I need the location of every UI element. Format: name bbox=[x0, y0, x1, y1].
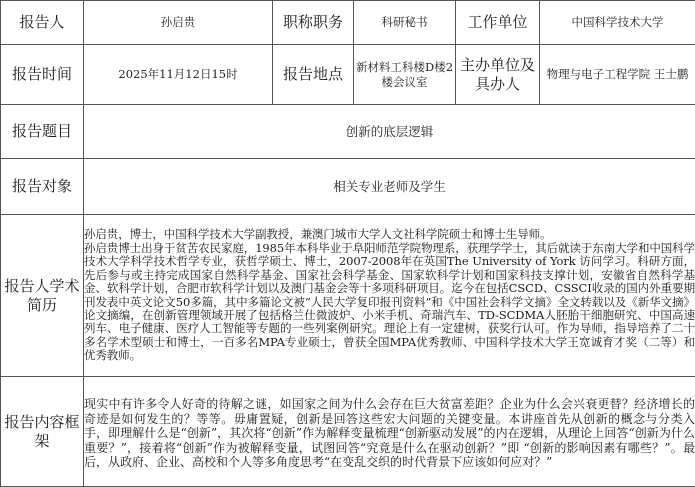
time-value: 2025年11月12日15时 bbox=[84, 45, 273, 105]
row-bio bbox=[1, 215, 695, 377]
bio-label: 报告人学术简历 bbox=[1, 215, 84, 377]
topic-label: 报告题目 bbox=[1, 105, 84, 159]
topic-value: 创新的底层逻辑 bbox=[84, 105, 695, 159]
title-value: 科研秘书 bbox=[354, 1, 456, 45]
row-audience bbox=[1, 159, 695, 215]
bio-paragraph-2: 孙启贵博士出身于贫苦农民家庭，1985年本科毕业于阜阳师范学院物理系，获理学学士，其后就读于东南大学和中国科学技术大学科学技术哲学专业，获哲学硕士、博士，2007-2008年在英国The University of York 访问学习。科研方面，先后参与或主持完成国家自然科学基金、国家社会科学基金、国家软科学计划和国家科技支撑计划，安徽省自然科学基金、软科学计划，合肥市软科学计划以及澳门基金会等十多项科研项目。迄今在包括CSCD、CSSCI收录的国内外重要期刊发表中英文论文50多篇，其中多篇论文被“人民大学复印报刊资料”和《中国社会科学文摘》全文转载以及《新华文摘》论文摘编，在创新管理领域开展了包括格兰仕微波炉、小米手机、奇瑞汽车、TD-SCDMA人胚胎干细胞研究、中国高速列车、电子健康、医疗人工智能等专题的一些列案例研究。理论上有一定建树，获奖行认可。作为导师，指导培养了二十多名学术型硕士和博士，一百多名MPA专业硕士，曾获全国MPA优秀教师、中国科学技术大学王宽诚育才奖（二等）和优秀教师。 bbox=[84, 242, 695, 363]
bio-text bbox=[84, 228, 695, 362]
time-label: 报告时间 bbox=[1, 45, 84, 105]
row-topic bbox=[1, 105, 695, 159]
host-label: 主办单位及具办人 bbox=[456, 45, 540, 105]
audience-label: 报告对象 bbox=[1, 159, 84, 215]
audience-value: 相关专业老师及学生 bbox=[84, 159, 695, 215]
reporter-label: 报告人 bbox=[1, 1, 84, 45]
content-label: 报告内容框架 bbox=[1, 377, 84, 487]
reporter-value: 孙启贵 bbox=[84, 1, 273, 45]
content-cell bbox=[84, 377, 695, 487]
row-reporter bbox=[1, 1, 695, 45]
row-content bbox=[1, 377, 695, 487]
bio-paragraph-1: 孙启贵，博士，中国科学技术大学副教授，兼澳门城市大学人文社科学院硕士和博士生导师。 bbox=[84, 228, 695, 241]
unit-value: 中国科学技术大学 bbox=[540, 1, 695, 45]
title-label: 职称职务 bbox=[273, 1, 354, 45]
unit-label: 工作单位 bbox=[456, 1, 540, 45]
host-value: 物理与电子工程学院 王士鹏 bbox=[540, 45, 695, 105]
place-label: 报告地点 bbox=[273, 45, 354, 105]
bio-cell bbox=[84, 215, 695, 377]
content-text: 现实中有许多令人好奇的待解之谜，如国家之间为什么会存在巨大贫富差距？企业为什么会兴衰更替？经济增长的奇迹是如何发生的？等等。毋庸置疑，创新是回答这些宏大问题的关键变量。本讲座首先从创新的概念与分类入手，即理解什么是“创新”，其次将“创新”作为解释变量梳理“创新驱动发展”的内在逻辑，从理论上回答“创新为什么重要？”，接着将“创新”作为被解释变量，试图回答“究竟是什么在驱动创新？”即 “创新的影响因素有哪些？”。最后，从政府、企业、高校和个人等多角度思考“在变乱交织的时代背景下应该如何应对？” bbox=[84, 393, 695, 470]
row-time-place bbox=[1, 45, 695, 105]
place-value: 新材料工科楼D楼2楼会议室 bbox=[354, 45, 456, 105]
